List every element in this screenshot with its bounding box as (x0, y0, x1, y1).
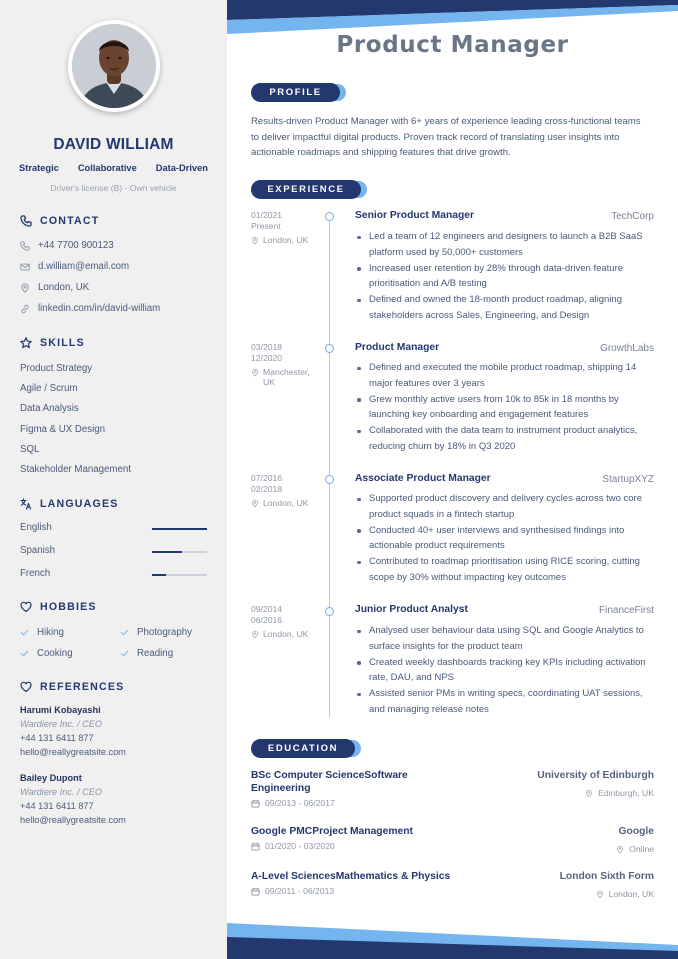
edu-dates-text: 01/2020 - 03/2020 (265, 841, 335, 851)
phone-icon (20, 241, 30, 251)
job-location-text: London, UK (263, 235, 309, 245)
check-icon (20, 649, 29, 658)
job-location (251, 367, 321, 387)
header-band-shape (227, 0, 678, 36)
contact-phone (20, 240, 114, 251)
contact-heading-label: CONTACT (40, 215, 100, 227)
hobby-item (120, 648, 173, 659)
language-level-fill (152, 551, 182, 553)
job-start: 03/2018 (251, 342, 283, 352)
contact-email-text[interactable]: d.william@email.com (38, 261, 130, 272)
map-pin-icon (251, 630, 259, 639)
education-heading (251, 739, 361, 758)
skill-item: Agile / Scrum (20, 383, 78, 394)
reference-email[interactable]: hello@reallygreatsite.com (20, 747, 126, 757)
education-heading-label: EDUCATION (251, 739, 355, 758)
job-location (251, 235, 321, 245)
hobbies-heading-label: HOBBIES (40, 601, 97, 613)
job-bullet: Analysed user behaviour data using SQL and Google Analytics to surface insights for the product team (355, 623, 655, 655)
timeline-line (329, 217, 330, 717)
edu-dates (251, 886, 334, 896)
skills-heading (20, 337, 85, 349)
job-title: Senior Product Manager (355, 210, 475, 221)
skill-item: Data Analysis (20, 403, 79, 414)
job-bullet: Grew monthly active users from 10k to 85k in 18 months by launching key onboarding and engagement features (355, 392, 655, 424)
job-start: 01/2021 (251, 210, 283, 220)
hobby-label: Hiking (37, 627, 64, 638)
job-location (251, 629, 321, 639)
language-name: English (20, 522, 52, 533)
contact-email[interactable] (20, 261, 129, 272)
contact-location-text: London, UK (38, 282, 90, 293)
language-level-track (152, 574, 207, 576)
header-band (227, 0, 678, 36)
map-pin-icon (585, 789, 593, 798)
reference-role: Wardiere Inc. / CEO (20, 719, 103, 729)
job-bullet: Defined and owned the 18-month product roadmap, aligning stakeholders across Sales, Engineering, and Design (355, 292, 655, 324)
edu-school: London Sixth Form (559, 871, 654, 882)
references-heading (20, 681, 124, 693)
language-name: Spanish (20, 545, 56, 556)
contact-heading (20, 215, 99, 227)
skill-item: Product Strategy (20, 363, 93, 374)
timeline-dot (325, 475, 334, 484)
document-title: Product Manager (336, 32, 569, 58)
hobby-label: Reading (137, 648, 174, 659)
calendar-icon (251, 799, 260, 808)
skill-item: Stakeholder Management (20, 464, 131, 475)
translate-icon (20, 498, 32, 510)
profile-photo (68, 20, 160, 112)
edu-location-text: Edinburgh, UK (598, 788, 654, 798)
hobby-label: Photography (137, 627, 192, 638)
job-location-text: London, UK (263, 498, 309, 508)
edu-degree: A-Level SciencesMathematics & Physics (251, 871, 451, 882)
mail-icon (20, 262, 30, 272)
skills-heading-label: SKILLS (40, 337, 85, 349)
check-icon (120, 628, 129, 637)
job-title: Junior Product Analyst (355, 604, 468, 615)
job-end: 12/2020 (251, 353, 283, 363)
hobby-label: Cooking (37, 648, 73, 659)
job-bullet: Collaborated with the data team to instrument product analytics, reducing churn by 18% in Q3 2020 (355, 423, 655, 455)
hobbies-heading (20, 601, 97, 613)
job-company: StartupXYZ (602, 474, 654, 485)
job-company: FinanceFirst (598, 605, 654, 616)
check-icon (20, 628, 29, 637)
timeline-dot (325, 212, 334, 221)
person-name: DAVID WILLIAM (53, 136, 174, 153)
map-pin-icon (251, 499, 259, 508)
reference-phone: +44 131 6411 877 (20, 801, 94, 811)
reference-email[interactable]: hello@reallygreatsite.com (20, 815, 126, 825)
hobby-item (120, 627, 192, 638)
job-location-text: Manchester, UK (263, 367, 310, 387)
contact-location (20, 282, 89, 293)
references-heading-label: REFERENCES (40, 681, 125, 693)
drivers-license: Driver's license (B) - Own vehicle (50, 183, 177, 193)
edu-dates (251, 841, 335, 851)
job-bullet: Contributed to roadmap prioritisation using RICE scoring, cutting scope by 30% without impacting key outcomes (355, 554, 655, 586)
edu-dates (251, 798, 335, 808)
job-title: Associate Product Manager (355, 473, 491, 484)
edu-location-text: Online (629, 844, 654, 854)
job-location-text: London, UK (263, 629, 309, 639)
edu-location (616, 844, 654, 854)
map-pin-icon (20, 283, 30, 293)
calendar-icon (251, 842, 260, 851)
skill-item: Figma & UX Design (20, 424, 106, 435)
edu-location (596, 889, 654, 899)
language-row (20, 568, 207, 582)
heart-icon (20, 681, 32, 693)
job-end: 06/2016 (251, 615, 283, 625)
tag-collaborative: Collaborative (77, 163, 137, 173)
map-pin-icon (251, 236, 259, 245)
job-title: Product Manager (355, 342, 440, 353)
job-start: 07/2016 (251, 473, 283, 483)
language-row (20, 522, 207, 536)
job-bullet: Increased user retention by 28% through data-driven feature prioritisation and A/B testing (355, 261, 655, 293)
job-end: 02/2018 (251, 484, 283, 494)
contact-linkedin-text[interactable]: linkedin.com/in/david-william (38, 303, 161, 314)
hobby-item (20, 648, 73, 659)
job-bullet: Supported product discovery and delivery cycles across two core product squads in a fintech startup (355, 491, 655, 523)
job-bullets (355, 229, 655, 324)
edu-degree: BSc Computer ScienceSoftware Engineering (251, 770, 408, 794)
job-company: TechCorp (611, 211, 654, 222)
avatar (68, 20, 160, 112)
map-pin-icon (616, 845, 624, 854)
job-location (251, 498, 321, 508)
edu-degree: Google PMCProject Management (251, 826, 413, 837)
map-pin-icon (251, 368, 259, 377)
languages-heading-label: LANGUAGES (40, 498, 119, 510)
reference-name: Bailey Dupont (20, 773, 82, 783)
job-bullets (355, 360, 655, 455)
timeline-dot (325, 607, 334, 616)
job-company: GrowthLabs (600, 343, 654, 354)
experience-heading (251, 180, 367, 199)
experience-heading-label: EXPERIENCE (251, 180, 361, 199)
reference-role: Wardiere Inc. / CEO (20, 787, 103, 797)
profile-heading (251, 83, 346, 102)
edu-location (585, 788, 654, 798)
star-icon (20, 337, 32, 349)
job-bullets (355, 623, 655, 718)
tag-data-driven: Data-Driven (155, 163, 208, 173)
heart-icon (20, 601, 32, 613)
check-icon (120, 649, 129, 658)
profile-heading-label: PROFILE (251, 83, 340, 102)
contact-phone-text: +44 7700 900123 (38, 240, 114, 251)
link-icon (20, 304, 30, 314)
job-bullet: Created weekly dashboards tracking key KPIs including activation rate, DAU, and NPS (355, 655, 655, 687)
edu-dates-text: 09/2011 - 06/2013 (265, 886, 335, 896)
hobby-item (20, 627, 64, 638)
person-tags (0, 163, 227, 173)
reference-phone: +44 131 6411 877 (20, 733, 94, 743)
language-level-fill (152, 574, 166, 576)
edu-location-text: London, UK (608, 889, 654, 899)
tag-strategic: Strategic (19, 163, 59, 173)
profile-summary: Results-driven Product Manager with 6+ years of experience leading cross-functional teams to deliver impactful digital products. Proven track record of translating user insights into actionable roadmaps and shipping features that drive growth. (251, 116, 641, 158)
job-bullets (355, 491, 655, 586)
contact-linkedin[interactable] (20, 303, 160, 314)
job-start: 09/2014 (251, 604, 283, 614)
sidebar (0, 0, 227, 959)
language-level-track (152, 528, 207, 530)
edu-dates-text: 09/2013 - 06/2017 (265, 798, 335, 808)
map-pin-icon (596, 890, 604, 899)
languages-heading (20, 498, 119, 510)
calendar-icon (251, 887, 260, 896)
language-name: French (20, 568, 51, 579)
job-bullet: Led a team of 12 engineers and designers to launch a B2B SaaS platform used by 50,000+ customers (355, 229, 655, 261)
edu-school: Google (618, 826, 654, 837)
job-bullet: Assisted senior PMs in writing specs, coordinating UAT sessions, and managing release notes (355, 686, 655, 718)
reference-name: Harumi Kobayashi (20, 705, 101, 715)
job-bullet: Conducted 40+ user interviews and synthesised findings into actionable product requirements (355, 523, 655, 555)
skill-item: SQL (20, 444, 40, 455)
job-end: Present (251, 221, 281, 231)
timeline-dot (325, 344, 334, 353)
phone-icon (20, 215, 32, 227)
language-level-track (152, 551, 207, 553)
footer-band-shape (227, 919, 678, 959)
footer-band (227, 919, 678, 959)
edu-school: University of Edinburgh (537, 770, 654, 781)
language-row (20, 545, 207, 559)
language-level-fill (152, 528, 207, 530)
job-bullet: Defined and executed the mobile product roadmap, shipping 14 major features over 3 years (355, 360, 655, 392)
